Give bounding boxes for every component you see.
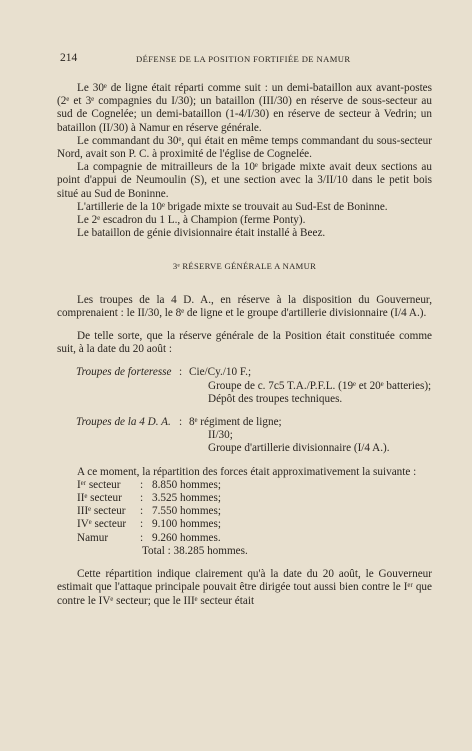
page-number: 214 — [60, 52, 78, 64]
secteur-value: 7.550 hommes; — [152, 505, 221, 518]
table-row: IIIᵉ secteur : 7.550 hommes; — [57, 505, 432, 518]
secteur-name: Namur — [77, 531, 109, 544]
troupes-4da-line: 8ᵉ régiment de ligne; — [189, 416, 282, 429]
troupes-forteresse-label: Troupes de forteresse — [76, 366, 172, 379]
section-title: 3ᵉ RÉSERVE GÉNÉRALE A NAMUR — [172, 261, 317, 272]
secteur-value: 9.260 hommes. — [152, 531, 221, 544]
running-title: DÉFENSE DE LA POSITION FORTIFIÉE DE NAMUR — [136, 54, 351, 64]
secteur-name: IIᵉ secteur — [77, 492, 122, 505]
secteur-value: 9.100 hommes; — [152, 518, 221, 531]
troupes-4da-line: Groupe d'artillerie divisionnaire (I/4 A.). — [208, 442, 390, 455]
paragraph: L'artillerie de la 10ᵉ brigade mixte se trouvait au Sud-Est de Boninne. — [77, 200, 388, 213]
paragraph: Le 30ᵉ de ligne était réparti comme suit : un demi-bataillon aux avant-postes (2ᵉ et 3ᵉ compagnies du I/30); un bataillon (III/30) en réserve de sous-secteur au sud de Cognelée; un demi-bataillon (1-4/I/30) en réserve de secteur à Vedrin; un bataillon (II/30) à Namur en réserve générale. — [57, 82, 432, 134]
secteur-name: IVᵉ secteur — [77, 518, 127, 531]
secteur-value: 8.850 hommes; — [152, 478, 221, 491]
paragraph: Les troupes de la 4 D. A., en réserve à la disposition du Gouverneur, comprenaient : le II/30, le 8ᵉ de ligne et le groupe d'artillerie divisionnaire (I/4 A.). — [57, 293, 432, 319]
secteur-name: IIIᵉ secteur — [77, 505, 126, 518]
troupes-4da-label: Troupes de la 4 D. A. — [76, 416, 171, 429]
paragraph: La compagnie de mitrailleurs de la 10ᵉ brigade mixte avait deux sections au point d'appui de Neumoulin (S), et une section avec la 3/II/10 dans le petit bois situé au Sud de Boninne. — [57, 161, 432, 200]
table-row: Iᵉʳ secteur : 8.850 hommes; — [57, 479, 432, 492]
total-line: Total : 38.285 hommes. — [142, 544, 248, 557]
table-row: IVᵉ secteur : 9.100 hommes; — [57, 518, 432, 531]
paragraph: A ce moment, la répartition des forces était approximativement la suivante : — [77, 465, 417, 478]
paragraph: De telle sorte, que la réserve générale de la Position était constituée comme suit, à la date du 20 août : — [57, 330, 432, 356]
troupes-forteresse: Troupes de forteresse : Cie/Cy./10 F.; — [57, 366, 432, 379]
secteur-value: 3.525 hommes; — [152, 492, 221, 505]
troupes-4da-line: II/30; — [208, 429, 233, 442]
troupes-forteresse-line: Cie/Cy./10 F.; — [189, 366, 252, 379]
paragraph: Le 2ᵉ escadron du 1 L., à Champion (ferme Ponty). — [77, 214, 306, 227]
troupes-forteresse-line: Dépôt des troupes techniques. — [208, 392, 343, 405]
page-body — [57, 82, 432, 608]
repartition-table — [57, 479, 432, 545]
page-header — [60, 52, 432, 66]
troupes-4da: Troupes de la 4 D. A. : 8ᵉ régiment de ligne; — [57, 416, 432, 429]
troupes-forteresse-line: Groupe de c. 7c5 T.A./P.F.L. (19ᵉ et 20ᵉ batteries); — [208, 379, 432, 392]
secteur-name: Iᵉʳ secteur — [77, 478, 121, 491]
table-row: IIᵉ secteur : 3.525 hommes; — [57, 492, 432, 505]
paragraph: Le commandant du 30ᵉ, qui était en même temps commandant du sous-secteur Nord, avait son P. C. à proximité de l'église de Cognelée. — [57, 134, 432, 161]
table-row: Namur : 9.260 hommes. — [57, 532, 432, 545]
paragraph: Le bataillon de génie divisionnaire était installé à Beez. — [77, 227, 326, 240]
paragraph: Cette répartition indique clairement qu'à la date du 20 août, le Gouverneur estimait que l'attaque principale pouvait être dirigée tout aussi bien contre le Iᵉʳ que contre le IVᵉ secteur; que le IIIᵉ secteur était — [57, 568, 432, 607]
